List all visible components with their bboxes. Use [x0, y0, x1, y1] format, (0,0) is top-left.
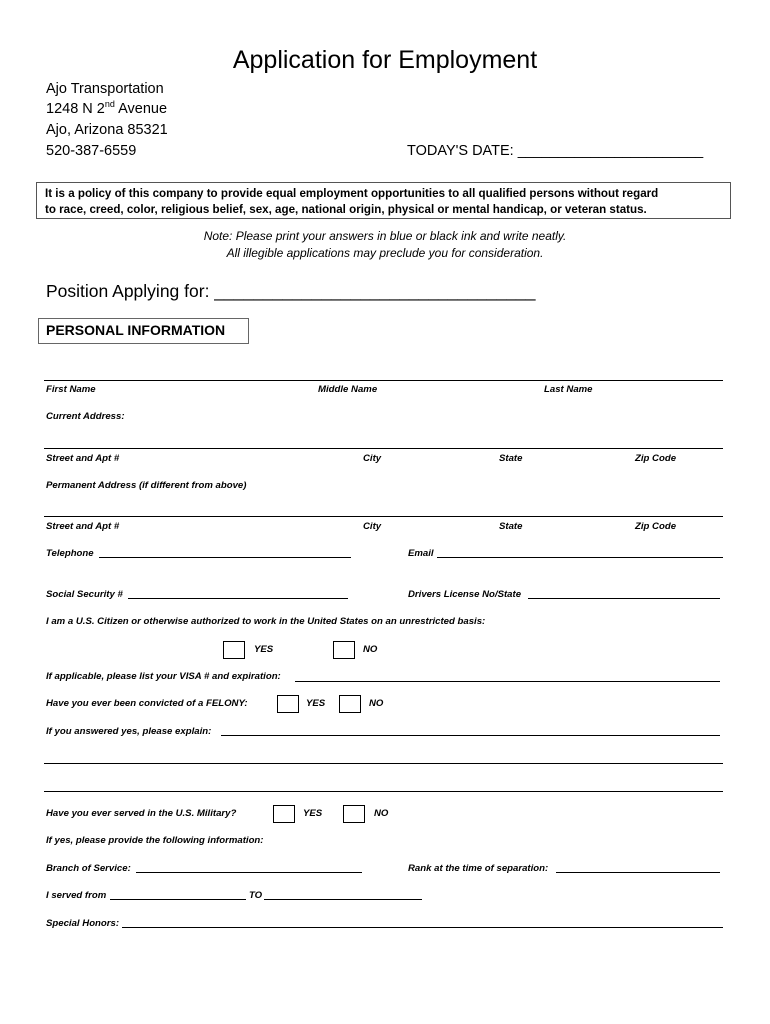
- explain-line-2[interactable]: [44, 763, 723, 764]
- permanent-address-line[interactable]: [44, 516, 723, 517]
- current-city-label: City: [363, 453, 382, 464]
- felony-question: Have you ever been convicted of a FELONY:: [46, 698, 248, 709]
- current-address-line[interactable]: [44, 448, 723, 449]
- served-from-line[interactable]: [110, 899, 246, 900]
- equal-opportunity-policy: [36, 182, 731, 219]
- position-applying-field[interactable]: Position Applying for: _________________________________: [46, 281, 536, 301]
- company-city-state-zip: Ajo, Arizona 85321: [46, 122, 168, 138]
- rank-label: Rank at the time of separation:: [408, 863, 549, 874]
- current-zip-label: Zip Code: [635, 453, 677, 464]
- address-ordinal: nd: [104, 99, 115, 109]
- ssn-label: Social Security #: [46, 589, 123, 600]
- permanent-state-label: State: [499, 521, 523, 532]
- felony-yes-label: YES: [306, 698, 326, 709]
- last-name-label: Last Name: [544, 384, 593, 395]
- citizen-yes-label: YES: [254, 644, 274, 655]
- military-yes-label: YES: [303, 808, 323, 819]
- branch-line[interactable]: [136, 872, 362, 873]
- military-info-prompt: If yes, please provide the following information:: [46, 835, 264, 846]
- special-honors-label: Special Honors:: [46, 918, 120, 929]
- explain-line-1[interactable]: [221, 735, 720, 736]
- address-street: 1248 N 2: [46, 101, 105, 117]
- todays-date-field[interactable]: TODAY'S DATE: _______________________: [407, 143, 704, 159]
- military-question: Have you ever served in the U.S. Military?: [46, 808, 237, 819]
- policy-line-2: to race, creed, color, religious belief, sex, age, national origin, physical or mental handicap, or veteran status.: [45, 203, 647, 216]
- served-to-line[interactable]: [264, 899, 422, 900]
- citizen-yes-checkbox[interactable]: [223, 641, 245, 659]
- current-state-label: State: [499, 453, 523, 464]
- military-no-checkbox[interactable]: [343, 805, 365, 823]
- served-from-label: I served from: [46, 890, 107, 901]
- address-street-suffix: Avenue: [114, 101, 168, 117]
- ssn-line[interactable]: [128, 598, 348, 599]
- current-address-label: Current Address:: [46, 411, 125, 422]
- page-title: Application for Employment: [232, 46, 538, 74]
- citizen-no-checkbox[interactable]: [333, 641, 355, 659]
- drivers-license-line[interactable]: [528, 598, 720, 599]
- special-honors-line[interactable]: [122, 927, 723, 928]
- middle-name-label: Middle Name: [318, 384, 378, 395]
- telephone-line[interactable]: [99, 557, 351, 558]
- rank-line[interactable]: [556, 872, 720, 873]
- first-name-label: First Name: [46, 384, 96, 395]
- current-street-label: Street and Apt #: [46, 453, 120, 464]
- explain-line-3[interactable]: [44, 791, 723, 792]
- name-line[interactable]: [44, 380, 723, 381]
- felony-no-label: NO: [369, 698, 384, 709]
- company-address: [46, 101, 167, 117]
- drivers-license-label: Drivers License No/State: [408, 589, 522, 600]
- citizen-no-label: NO: [363, 644, 378, 655]
- felony-yes-checkbox[interactable]: [277, 695, 299, 713]
- military-yes-checkbox[interactable]: [273, 805, 295, 823]
- company-name: Ajo Transportation: [46, 81, 164, 97]
- military-no-label: NO: [374, 808, 389, 819]
- permanent-city-label: City: [363, 521, 382, 532]
- branch-label: Branch of Service:: [46, 863, 131, 874]
- felony-no-checkbox[interactable]: [339, 695, 361, 713]
- email-line[interactable]: [437, 557, 723, 558]
- citizen-question: I am a U.S. Citizen or otherwise authorized to work in the United States on an unrestricted basis:: [46, 616, 486, 627]
- note-line-2: All illegible applications may preclude you for consideration.: [226, 246, 544, 260]
- permanent-zip-label: Zip Code: [635, 521, 677, 532]
- served-to-label: TO: [249, 890, 263, 901]
- permanent-street-label: Street and Apt #: [46, 521, 120, 532]
- telephone-label: Telephone: [46, 548, 94, 559]
- visa-line[interactable]: [295, 681, 720, 682]
- visa-label: If applicable, please list your VISA # and expiration:: [46, 671, 281, 682]
- permanent-address-label: Permanent Address (if different from above): [46, 480, 247, 491]
- company-phone: 520-387-6559: [46, 143, 137, 159]
- policy-line-1: It is a policy of this company to provide equal employment opportunities to all qualified persons without regard: [45, 187, 659, 200]
- section-heading-personal: PERSONAL INFORMATION: [38, 318, 249, 344]
- explain-label: If you answered yes, please explain:: [46, 726, 212, 737]
- note-line-1: Note: Please print your answers in blue or black ink and write neatly.: [203, 229, 567, 243]
- email-label: Email: [408, 548, 434, 559]
